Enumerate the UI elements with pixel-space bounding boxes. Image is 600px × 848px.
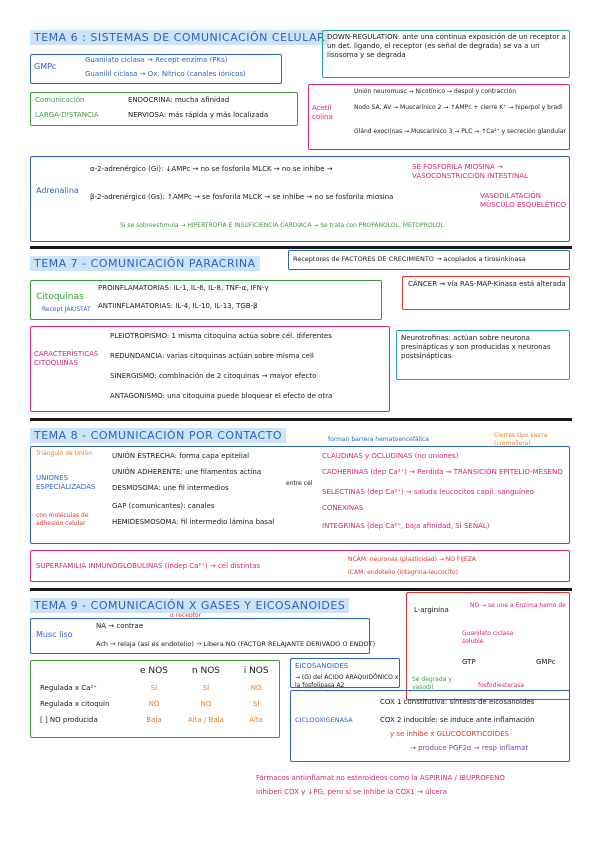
endocrina-line: ENDOCRINA: mucha afinidad bbox=[128, 96, 230, 104]
gtp-label: GTP bbox=[462, 658, 476, 666]
guanilato-label: Guanilato ciclasa soluble bbox=[462, 630, 514, 645]
icam-line: ICAM: endotelio (integrina-leucocito) bbox=[348, 569, 459, 576]
ach-relaja-line: Ach → relaja (así es endotelio) → Libera NO (FACTOR RELAJANTE DERIVADO O ENDOT) bbox=[96, 640, 376, 648]
uniones-sub: con moléculas de adhesión celular bbox=[36, 512, 89, 527]
table-row bbox=[34, 680, 278, 696]
gmpc-pathway-label: GMPc bbox=[536, 658, 556, 666]
citoquinas-label: Citoquinas bbox=[36, 292, 84, 302]
ach-line-2: Nodo SA, AV → Muscarínico 2 → ↑AMPc + cierre K⁺ → hiperpol y bradi bbox=[354, 104, 563, 111]
table-row bbox=[34, 712, 278, 728]
desmosoma-line: DESMOSOMA: une fil intermedios bbox=[112, 484, 229, 492]
no-line: NO → se une a Enzima hemo de bbox=[470, 602, 566, 609]
gmpc-line-1: Guanilato ciclasa → Recept-enzima (PKs) bbox=[85, 56, 228, 64]
antagonismo-line: ANTAGONISMO: una citoquina puede bloquear el efecto de otra bbox=[110, 392, 333, 400]
footer-line-1: Fármacos antiinflamat no esteroideos como la ASPIRINA / IBUPROFENO bbox=[256, 774, 505, 782]
nerviosa-line: NERVIOSA: más rápida y más localizada bbox=[128, 111, 269, 119]
citoquinas-sub: Recept JAK/STAT bbox=[42, 306, 91, 313]
nos-header-2: n NOS bbox=[191, 666, 221, 676]
uniones-label: UNIONES ESPECIALIZADAS bbox=[36, 474, 96, 491]
adrenalina-label: Adrenalina bbox=[36, 186, 79, 195]
selectinas-line: SELECTINAS (dep Ca²⁺) → saluda leucocitos capil. sanguíneo bbox=[322, 488, 534, 496]
footer-line-2: inhiben COX y ↓PG, pero si se inhibe la COX1 → úlcera bbox=[256, 788, 447, 796]
integrinas-line: INTEGRINAS (dep Ca²⁺, baja afinidad, SÍ SEÑAL) bbox=[322, 522, 490, 530]
sobreestimula-line: Si se sobreestimula → HIPERTROFIA E INSUFICIENCIA CARDIACA → Se trata con PROPANOLOL, METOPROLOL bbox=[120, 222, 444, 229]
vasodil-note: Se degrada y vasodil bbox=[412, 676, 452, 691]
neurotrofinas-text: Neurotrofinas: actúan sobre neurona presinápticas y son producidas x neuronas postsinápticas bbox=[401, 334, 551, 360]
antiinflamatorias-line: ANTIINFLAMATORIAS: IL-4, IL-10, IL-13, TGB-β bbox=[98, 302, 258, 310]
table-cell: NO bbox=[200, 700, 212, 708]
comunicacion-label: Comunicación bbox=[35, 96, 85, 104]
nos-table bbox=[34, 662, 278, 728]
tema9-title: TEMA 9 - COMUNICACIÓN X GASES Y EICOSANOIDES bbox=[30, 598, 349, 613]
larga-distancia-label: LARGA-DISTANCIA bbox=[35, 111, 99, 119]
table-cell: NO bbox=[148, 700, 160, 708]
divider-tema8 bbox=[30, 418, 572, 421]
nos-header-0 bbox=[34, 662, 130, 680]
redundancia-line: REDUNDANCIA: varias citoquinas actúan sobre misma cell bbox=[110, 352, 314, 360]
divider-tema7 bbox=[30, 246, 572, 249]
table-cell: [ ] NO producida bbox=[40, 716, 98, 724]
table-cell: NO bbox=[250, 684, 262, 692]
musc-liso-box bbox=[30, 618, 370, 654]
downreg-text: DOWN-REGULATION: ante una continua exposición de un receptor a un det. ligando, el receptor (es señal de degrada) se va a un lisosoma y se degrada bbox=[327, 33, 566, 59]
cierres-note: Cierres tipo sierra (cremallera) bbox=[494, 432, 548, 447]
hemidesmosoma-line: HEMIDESMOSOMA: fil intermedio lámina basal bbox=[112, 518, 275, 526]
alfa2-result: SE FOSFORILA MIOSINA → VASOCONSTRICCIÓN INTESTINAL bbox=[412, 163, 528, 180]
union-estrecha-line: UNIÓN ESTRECHA: forma capa epitelial bbox=[112, 452, 250, 460]
table-cell: Regulada x Ca²⁺ bbox=[40, 684, 97, 692]
eicosanoides-desc: → (G) del ÁCIDO ARAQUIDÓNICO x la fosfolipasa A2 bbox=[295, 674, 399, 689]
table-cell: Baja bbox=[146, 716, 162, 724]
beta2-line: β-2-adrenérgico (Gs): ↑AMPc → se fosforila MLCK → se inhibe → no se fosforila miosina bbox=[90, 193, 394, 201]
beta2-result: VASODILATACIÓN MÚSCULO ESQUELÉTICO bbox=[480, 192, 566, 209]
nos-header-3: i NOS bbox=[243, 666, 269, 676]
l-arginina-label: L-arginina bbox=[414, 606, 449, 614]
ach-tag: α receptor bbox=[170, 612, 202, 619]
ach-line-3: Glánd exocrinas → Muscarínico 3 → PLC → ↑Ca²⁺ y secreción glandular bbox=[354, 128, 566, 135]
alfa2-line: α-2-adrenérgico (Gi): ↓AMPc → no se fosforila MLCK → no se inhibe → bbox=[90, 165, 333, 173]
table-cell: SÍ bbox=[252, 700, 260, 708]
proinflamatorias-line: PROINFLAMATORIAS: IL-1, IL-6, IL-8, TNF-α, IFN-γ bbox=[98, 284, 269, 292]
cox2-inhibe-line: y se inhibe x GLUCOCORTICOIDES bbox=[390, 730, 509, 738]
acetilcolina-label: Acetil colina bbox=[312, 104, 333, 121]
gmpc-line-2: Guanilil ciclasa → Ox. Nítrico (canales iónicos) bbox=[85, 70, 246, 78]
superfamilia-line: SUPERFAMILIA INMUNOGLOBULINAS (indep Ca²⁺) → cél distintas bbox=[36, 562, 261, 570]
receptores-text: Receptores de FACTORES DE CRECIMIENTO → acoplados a tirosinkinasa bbox=[293, 255, 526, 263]
cox1-line: COX 1 constitutiva: síntesis de eicosanoides bbox=[380, 698, 535, 706]
table-cell: Alta bbox=[249, 716, 264, 724]
pleiotropismo-line: PLEIOTROPISMO: 1 misma citoquina actúa sobre cél. diferentes bbox=[110, 332, 332, 340]
table-cell: Alta / Baja bbox=[188, 716, 224, 724]
eicosanoides-label: EICOSANOIDES bbox=[295, 662, 349, 670]
na-contrae-line: NA → contrae bbox=[96, 622, 144, 630]
cancer-text: CÁNCER → vía RAS-MAP-Kinasa está alterada bbox=[408, 280, 566, 288]
sinergismo-line: SINERGISMO: combinación de 2 citoquinas → mayor efecto bbox=[110, 372, 317, 380]
table-row bbox=[34, 696, 278, 712]
musc-liso-label: Musc liso bbox=[36, 630, 73, 639]
fosfodiesterasa-label: fosfodiesterasa bbox=[478, 682, 524, 689]
entre-cel-note: entre cél bbox=[286, 480, 313, 487]
barrera-note: forman barrera hematoencefálica bbox=[328, 436, 429, 443]
caracteristicas-label: CARACTERÍSTICAS CITOQUINAS bbox=[34, 350, 99, 367]
gap-line: GAP (comunicantes): canales bbox=[112, 502, 215, 510]
tema7-title: TEMA 7 - COMUNICACIÓN PARACRINA bbox=[30, 256, 260, 271]
tema6-title: TEMA 6 : SISTEMAS DE COMUNICACIÓN CELULAR bbox=[30, 30, 329, 45]
cox2-line: COX 2 inducible: se induce ante inflamación bbox=[380, 716, 535, 724]
divider-tema9 bbox=[30, 588, 572, 591]
ciclooxigenasa-label: CICLOOXIGENASA bbox=[295, 716, 353, 724]
union-adherente-line: UNIÓN ADHERENTE: une filamentos actina bbox=[112, 468, 262, 476]
claudinas-line: CLAUDINAS y OCLUDINAS (no uniones) bbox=[322, 452, 459, 460]
cox2-produce-line: → produce PGF2α → resp inflamat bbox=[410, 744, 529, 752]
nos-table-header bbox=[34, 662, 278, 680]
triangulo-note: Triángulo de Unión bbox=[36, 450, 92, 457]
conexinas-line: CONEXINAS bbox=[322, 504, 364, 512]
table-cell: SÍ bbox=[150, 684, 158, 692]
nos-header-1: e NOS bbox=[140, 666, 168, 676]
ach-line-1: Unión neuromusc → Nicotínico → despol y contracción bbox=[354, 88, 517, 95]
table-cell: SÍ bbox=[202, 684, 210, 692]
ncam-line: NCAM: neuronas (plasticidad) → NO FIJEZA bbox=[348, 556, 476, 563]
cadherinas-line: CADHERINAS (dep Ca²⁺) → Perdida → TRANSICIÓN EPITELIO-MESENQ bbox=[322, 468, 563, 476]
table-cell: Regulada x citoquin bbox=[40, 700, 110, 708]
tema8-title: TEMA 8 - COMUNICACIÓN POR CONTACTO bbox=[30, 428, 286, 443]
gmpc-label: GMPc bbox=[34, 62, 57, 71]
